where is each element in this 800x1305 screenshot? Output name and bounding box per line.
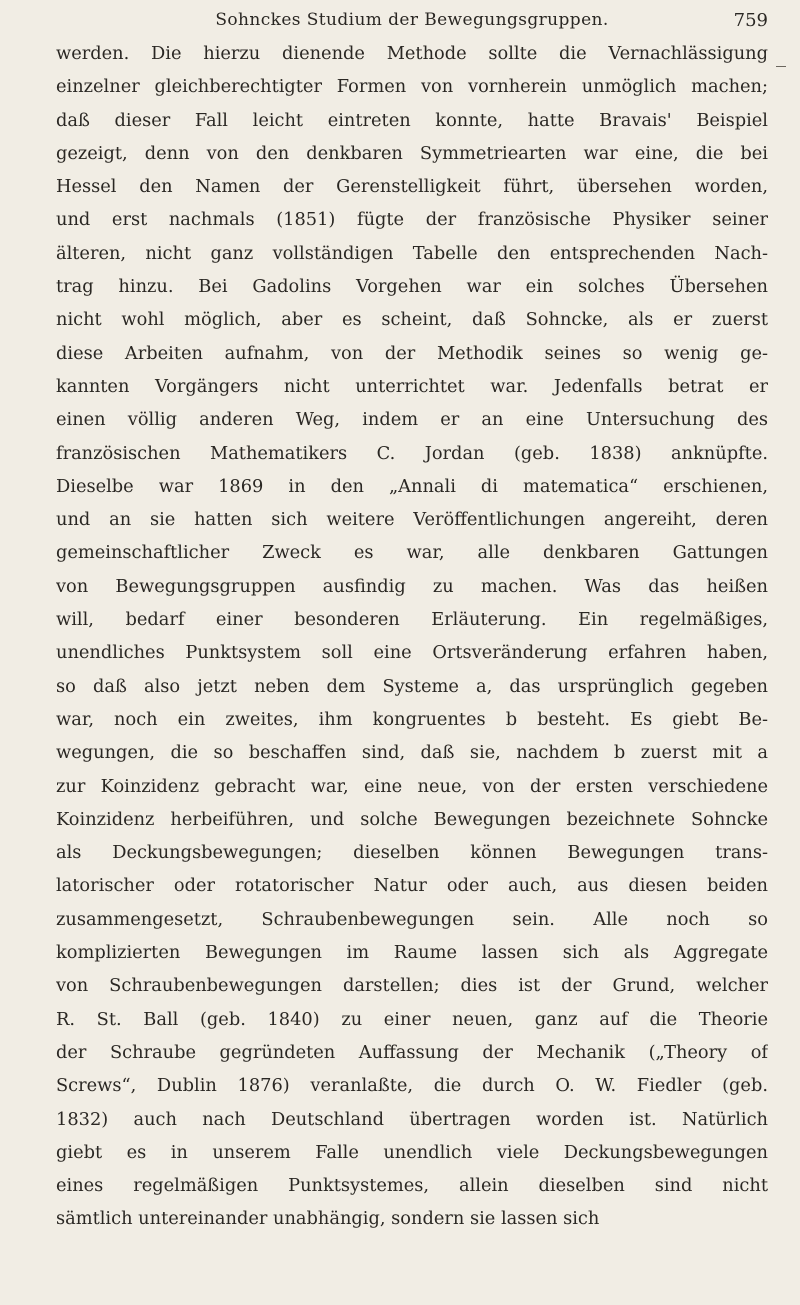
text-line: und an sie hatten sich weitere Veröffentlichungen angereiht, deren <box>56 509 768 531</box>
text-line: älteren, nicht ganz vollständigen Tabelle den entsprechenden Nach- <box>56 242 768 264</box>
text-line: der Schraube gegründeten Auffassung der Mechanik („Theory of <box>56 1041 768 1063</box>
text-line: daß dieser Fall leicht eintreten konnte, hatte Bravais' Beispiel <box>56 109 768 131</box>
text-line: als Deckungsbewegungen; dieselben können Bewegungen trans- <box>56 842 768 864</box>
text-line: sämtlich untereinander unabhängig, sondern sie lassen sich <box>56 1208 600 1230</box>
text-line: nicht wohl möglich, aber es scheint, daß Sohncke, als er zuerst <box>56 309 768 331</box>
text-line: kannten Vorgängers nicht unterrichtet war. Jedenfalls betrat er <box>56 375 768 397</box>
text-line: Screws“, Dublin 1876) veranlaßte, die durch O. W. Fiedler (geb. <box>56 1075 768 1097</box>
text-line: latorischer oder rotatorischer Natur oder auch, aus diesen beiden <box>56 875 768 897</box>
text-line: zur Koinzidenz gebracht war, eine neue, von der ersten verschiedene <box>56 775 768 797</box>
text-line: R. St. Ball (geb. 1840) zu einer neuen, ganz auf die Theorie <box>56 1008 768 1030</box>
text-line: werden. Die hierzu dienende Methode sollte die Vernachlässigung <box>56 43 768 64</box>
running-head <box>56 10 768 38</box>
text-line: unendliches Punktsystem soll eine Ortsveränderung erfahren haben, <box>56 642 768 664</box>
text-line: einzelner gleichberechtigter Formen von vornherein unmöglich machen; <box>56 76 768 98</box>
text-line: gemeinschaftlicher Zweck es war, alle denkbaren Gattungen <box>56 542 768 564</box>
text-line: komplizierten Bewegungen im Raume lassen sich als Aggregate <box>56 942 768 964</box>
text-line: war, noch ein zweites, ihm kongruentes b besteht. Es giebt Be- <box>56 708 768 730</box>
text-line: Hessel den Namen der Gerenstelligkeit führt, übersehen worden, <box>56 176 768 198</box>
text-line: von Bewegungsgruppen ausfindig zu machen. Was das heißen <box>56 575 768 597</box>
text-line: französischen Mathematikers C. Jordan (geb. 1838) anknüpfte. <box>56 442 768 464</box>
text-line: will, bedarf einer besonderen Erläuterung. Ein regelmäßiges, <box>56 609 768 631</box>
text-line: giebt es in unserem Falle unendlich viele Deckungsbewegungen <box>56 1141 768 1163</box>
text-line: einen völlig anderen Weg, indem er an eine Untersuchung des <box>56 409 768 431</box>
margin-mark <box>776 66 786 67</box>
text-line: von Schraubenbewegungen darstellen; dies ist der Grund, welcher <box>56 975 768 997</box>
text-line: so daß also jetzt neben dem Systeme a, das ursprünglich gegeben <box>56 675 768 697</box>
text-line: trag hinzu. Bei Gadolins Vorgehen war ein solches Übersehen <box>56 276 768 298</box>
text-line: Koinzidenz herbeiführen, und solche Bewegungen bezeichnete Sohncke <box>56 808 768 830</box>
text-line: diese Arbeiten aufnahm, von der Methodik seines so wenig ge- <box>56 342 768 364</box>
running-title: Sohnckes Studium der Bewegungsgruppen. <box>215 10 609 30</box>
text-line: wegungen, die so beschaffen sind, daß sie, nachdem b zuerst mit a <box>56 742 768 764</box>
text-line: zusammengesetzt, Schraubenbewegungen sein. Alle noch so <box>56 908 768 930</box>
text-line: eines regelmäßigen Punktsystemes, allein dieselben sind nicht <box>56 1175 768 1197</box>
text-line: 1832) auch nach Deutschland übertragen worden ist. Natürlich <box>56 1108 768 1130</box>
text-line: Dieselbe war 1869 in den „Annali di matematica“ erschienen, <box>56 475 768 497</box>
page-number: 759 <box>733 10 768 31</box>
text-line: und erst nachmals (1851) fügte der französische Physiker seiner <box>56 209 768 231</box>
body-text <box>56 37 768 1236</box>
text-line: gezeigt, denn von den denkbaren Symmetriearten war eine, die bei <box>56 142 768 164</box>
